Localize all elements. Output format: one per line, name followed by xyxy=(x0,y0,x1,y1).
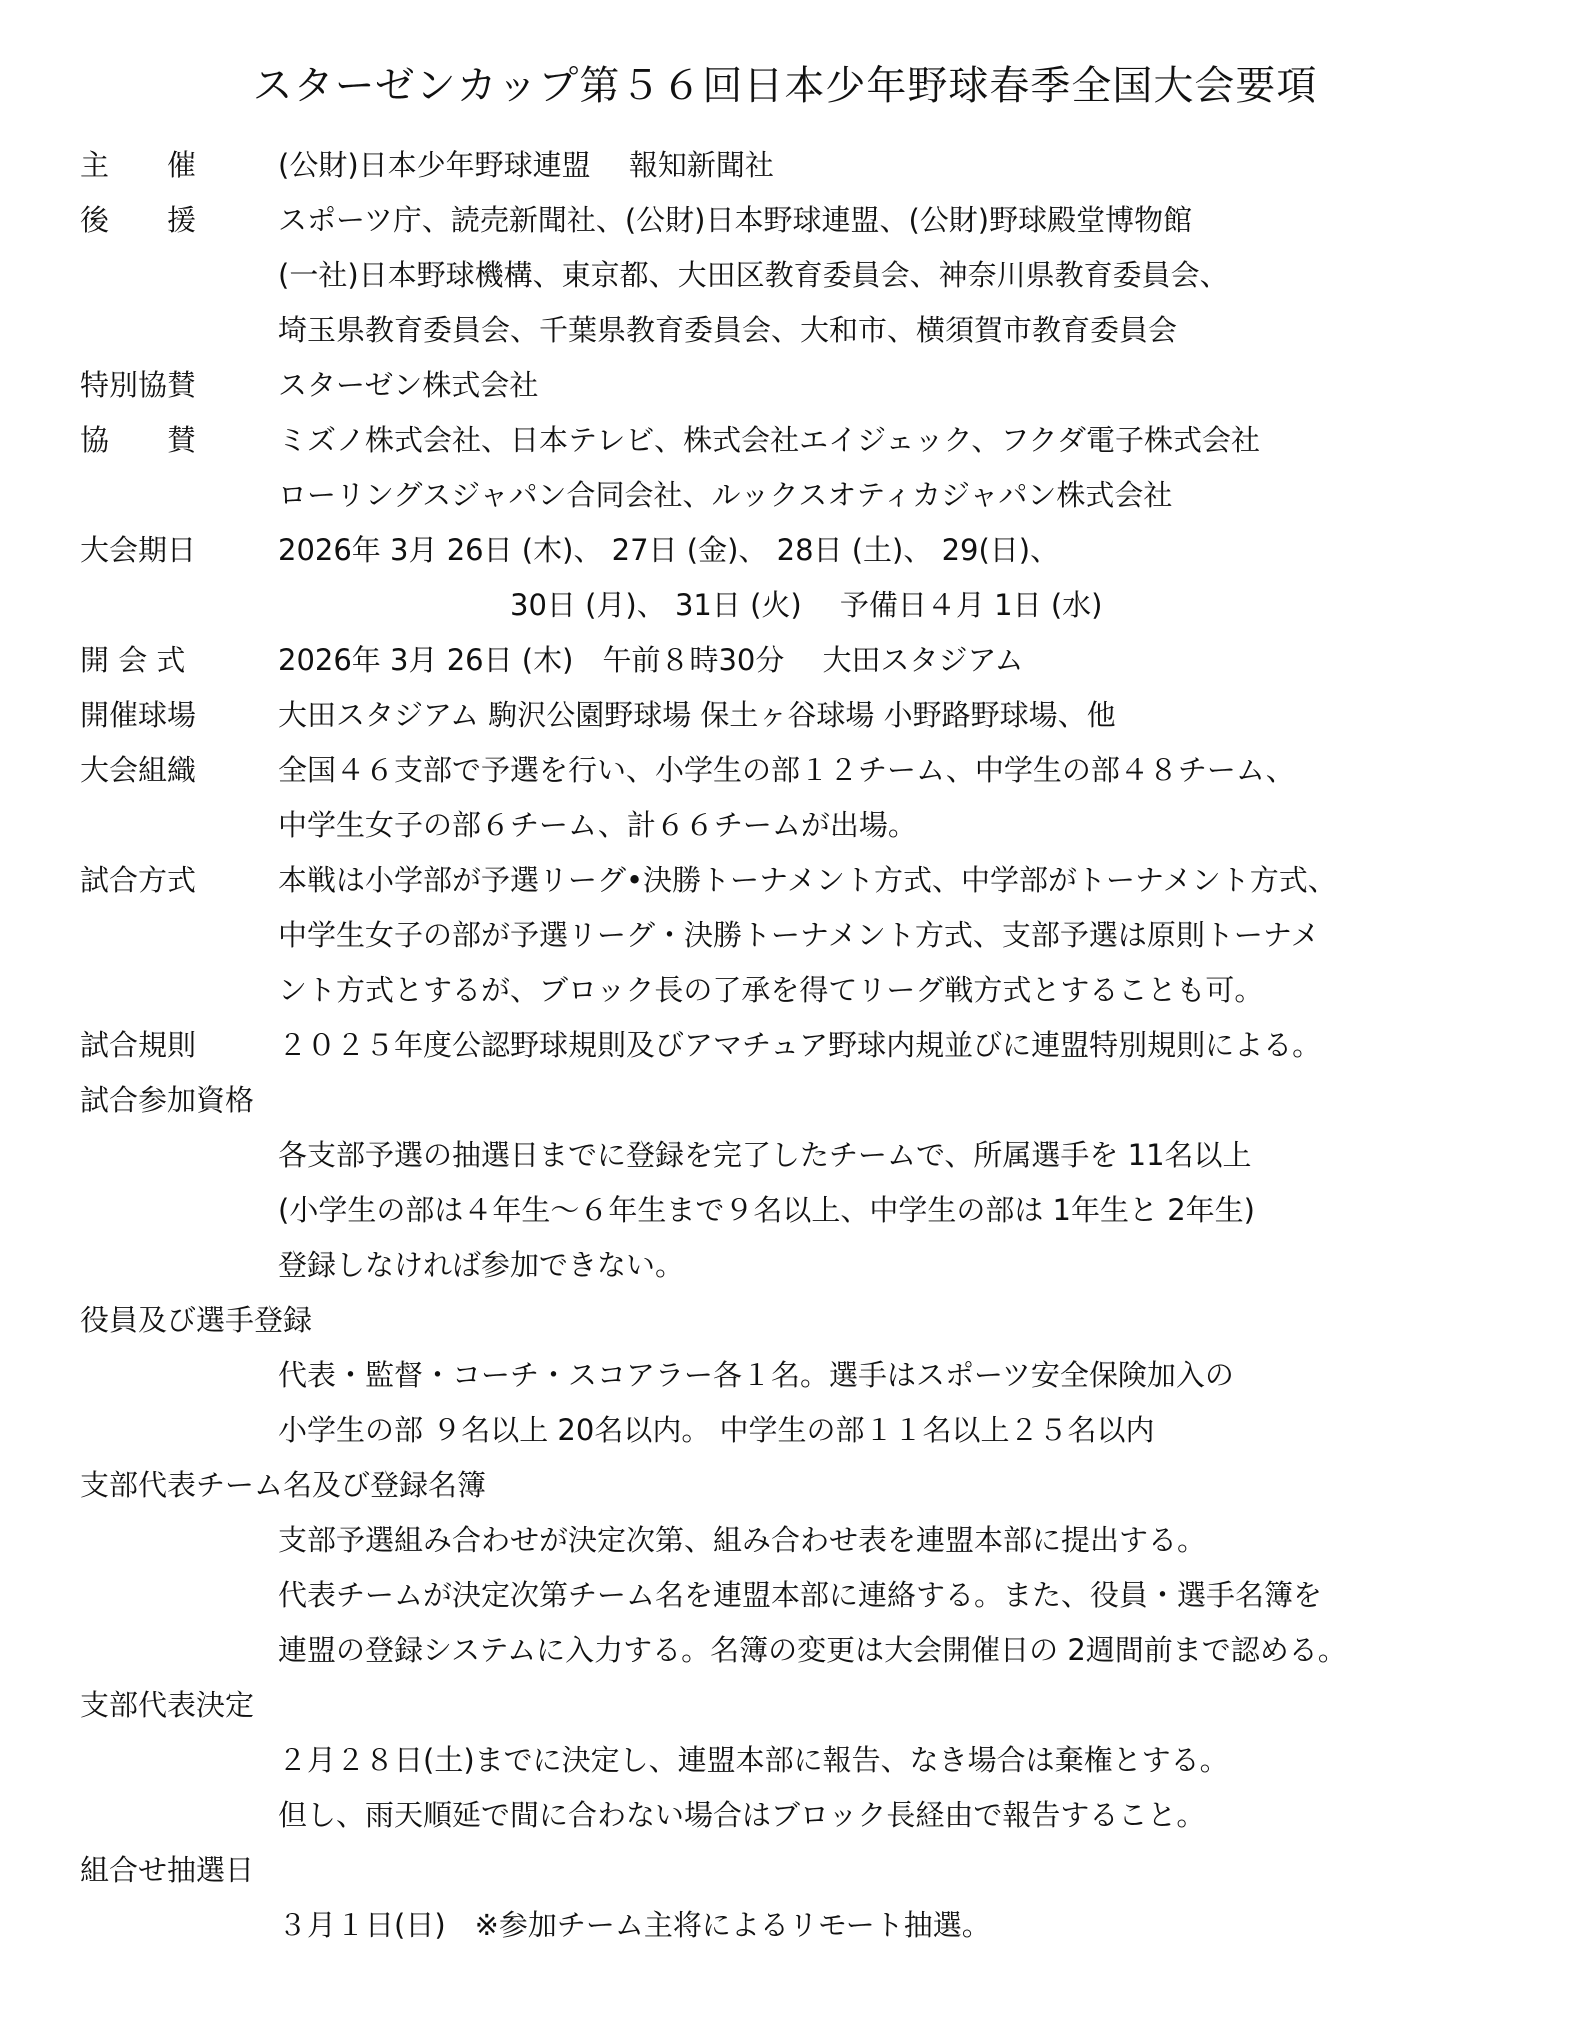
block-body xyxy=(80,1128,1540,1293)
row-label: 開 会 式 xyxy=(80,643,186,677)
row-label: 特別協賛 xyxy=(80,368,197,402)
block-line: 登録しなければ参加できない。 xyxy=(278,1248,685,1282)
block-line: 小学生の部 ９名以上 20名以内。 中学生の部１１名以上２５名以内 xyxy=(278,1413,1155,1447)
row-label: 協 賛 xyxy=(80,423,197,457)
row-content xyxy=(278,743,1540,853)
row-label: 大会組織 xyxy=(80,753,197,787)
sections xyxy=(80,138,1540,1953)
row-opening-ceremony xyxy=(80,633,1540,688)
block-registration xyxy=(80,1293,1540,1458)
block-heading: 試合参加資格 xyxy=(80,1083,255,1117)
block-heading: 支部代表決定 xyxy=(80,1688,255,1722)
row-label: 大会期日 xyxy=(80,533,197,567)
row-organization xyxy=(80,743,1540,853)
row-match-format xyxy=(80,853,1540,1018)
row-content xyxy=(278,193,1540,358)
row-line: 2026年 3月 26日 (木) 午前８時30分 大田スタジアム xyxy=(278,643,1024,677)
row-support xyxy=(80,193,1540,358)
row-content xyxy=(278,358,1540,413)
row-line: ント方式とするが、ブロック長の了承を得てリーグ戦方式とすることも可。 xyxy=(278,973,1264,1007)
row-line: 大田スタジアム 駒沢公園野球場 保土ヶ谷球場 小野路野球場、他 xyxy=(278,698,1116,732)
row-label: 後 援 xyxy=(80,203,197,237)
row-content xyxy=(278,633,1540,688)
block-heading: 支部代表チーム名及び登録名簿 xyxy=(80,1468,487,1502)
row-line: (一社)日本野球機構、東京都、大田区教育委員会、神奈川県教育委員会、 xyxy=(278,258,1229,292)
row-dates xyxy=(80,523,1540,633)
block-line: 各支部予選の抽選日までに登録を完了したチームで、所属選手を 11名以上 xyxy=(278,1138,1252,1172)
row-content xyxy=(278,1018,1540,1073)
block-line: 但し、雨天順延で間に合わない場合はブロック長経由で報告すること。 xyxy=(278,1798,1206,1832)
block-representative-decision xyxy=(80,1678,1540,1843)
block-body xyxy=(80,1513,1540,1678)
block-body xyxy=(80,1733,1540,1843)
block-line: ３月１日(日) ※参加チーム主将によるリモート抽選。 xyxy=(278,1908,991,1942)
block-line: 連盟の登録システムに入力する。名簿の変更は大会開催日の 2週間前まで認める。 xyxy=(278,1633,1347,1667)
row-line: 中学生女子の部が予選リーグ・決勝トーナメント方式、支部予選は原則トーナメ xyxy=(278,918,1320,952)
row-match-rules xyxy=(80,1018,1540,1073)
row-line: 中学生女子の部６チーム、計６６チームが出場。 xyxy=(278,808,917,842)
row-line: スポーツ庁、読売新聞社、(公財)日本野球連盟、(公財)野球殿堂博物館 xyxy=(278,203,1193,237)
block-team-roster xyxy=(80,1458,1540,1678)
block-body xyxy=(80,1898,1540,1953)
block-body xyxy=(80,1348,1540,1458)
block-line: 代表チームが決定次第チーム名を連盟本部に連絡する。また、役員・選手名簿を xyxy=(278,1578,1323,1612)
row-content xyxy=(278,523,1540,633)
document-title: スターゼンカップ第５６回日本少年野球春季全国大会要項 xyxy=(252,63,1318,109)
row-label: 開催球場 xyxy=(80,698,197,732)
row-venues xyxy=(80,688,1540,743)
block-heading: 役員及び選手登録 xyxy=(80,1303,313,1337)
row-line: ローリングスジャパン合同会社、ルックスオティカジャパン株式会社 xyxy=(278,478,1173,512)
block-draw-date xyxy=(80,1843,1540,1953)
row-line: 本戦は小学部が予選リーグ•決勝トーナメント方式、中学部がトーナメント方式、 xyxy=(278,863,1337,897)
row-line: 2026年 3月 26日 (木)、 27日 (金)、 28日 (土)、 29(日)、 xyxy=(278,533,1060,567)
row-content xyxy=(278,413,1540,523)
row-content xyxy=(278,688,1540,743)
row-line: 全国４６支部で予選を行い、小学生の部１２チーム、中学生の部４８チーム、 xyxy=(278,753,1295,787)
row-label: 主 催 xyxy=(80,148,197,182)
row-label: 試合方式 xyxy=(80,863,197,897)
block-line: 支部予選組み合わせが決定次第、組み合わせ表を連盟本部に提出する。 xyxy=(278,1523,1207,1557)
row-content xyxy=(278,138,1540,193)
row-line: ミズノ株式会社、日本テレビ、株式会社エイジェック、フクダ電子株式会社 xyxy=(278,423,1260,457)
block-eligibility xyxy=(80,1073,1540,1293)
block-line: (小学生の部は４年生～６年生まで９名以上、中学生の部は 1年生と 2年生) xyxy=(278,1193,1255,1227)
row-organizer xyxy=(80,138,1540,193)
row-line: 30日 (月)、 31日 (火) 予備日４月 1日 (水) xyxy=(510,588,1103,622)
row-special-sponsor xyxy=(80,358,1540,413)
row-content xyxy=(278,853,1540,1018)
row-line: ２０２５年度公認野球規則及びアマチュア野球内規並びに連盟特別規則による。 xyxy=(278,1028,1322,1062)
block-line: 代表・監督・コーチ・スコアラー各１名。選手はスポーツ安全保険加入の xyxy=(278,1358,1234,1392)
row-line: スターゼン株式会社 xyxy=(278,368,539,402)
row-line: (公財)日本少年野球連盟 報知新聞社 xyxy=(278,148,774,182)
block-line: ２月２８日(土)までに決定し、連盟本部に報告、なき場合は棄権とする。 xyxy=(278,1743,1229,1777)
block-heading: 組合せ抽選日 xyxy=(80,1853,255,1887)
row-sponsors xyxy=(80,413,1540,523)
row-line: 埼玉県教育委員会、千葉県教育委員会、大和市、横須賀市教育委員会 xyxy=(278,313,1178,347)
row-label: 試合規則 xyxy=(80,1028,197,1062)
